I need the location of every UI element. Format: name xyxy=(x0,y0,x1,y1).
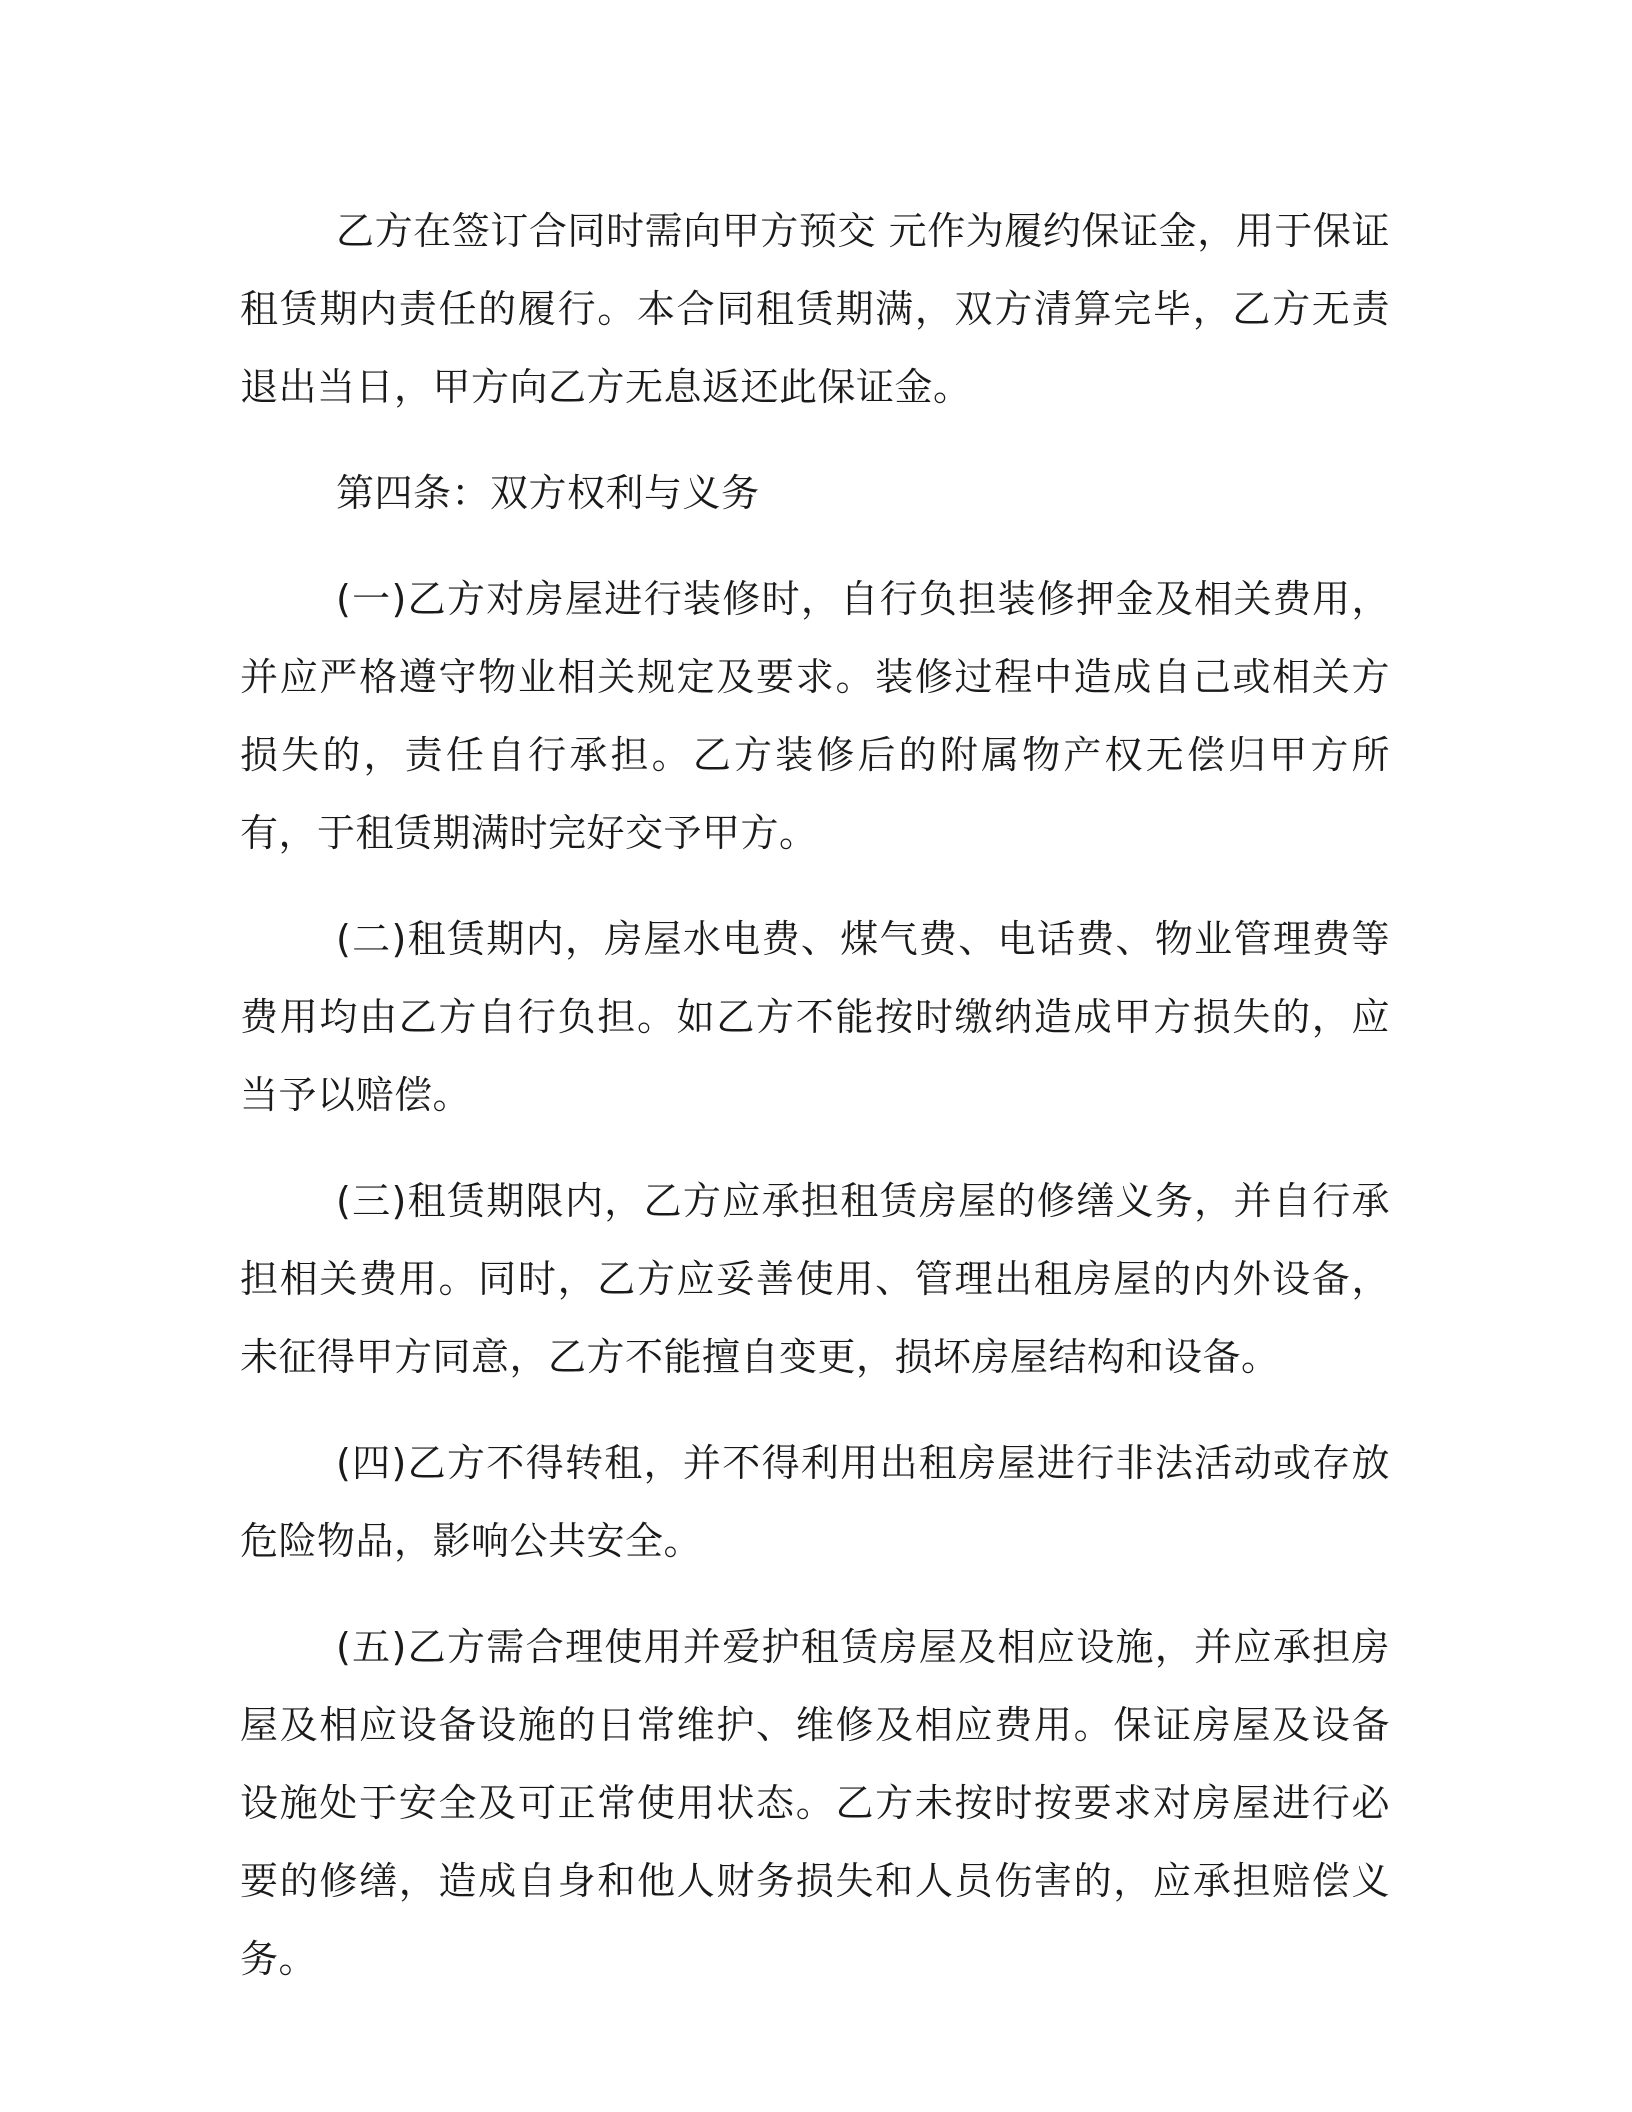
paragraph-deposit: 乙方在签订合同时需向甲方预交 元作为履约保证金，用于保证租赁期内责任的履行。本合同租赁期满，双方清算完毕，乙方无责退出当日，甲方向乙方无息返还此保证金。 xyxy=(240,209,1390,409)
section-heading-article-4: 第四条：双方权利与义务 xyxy=(336,471,760,515)
clause-5-maintenance: (五)乙方需合理使用并爱护租赁房屋及相应设施，并应承担房屋及相应设备设施的日常维护、维修及相应费用。保证房屋及设备设施处于安全及可正常使用状态。乙方未按时按要求对房屋进行必要的修缮，造成自身和他人财务损失和人员伤害的，应承担赔偿义务。 xyxy=(240,1625,1390,1981)
clause-4-subletting: (四)乙方不得转租，并不得利用出租房屋进行非法活动或存放危险物品，影响公共安全。 xyxy=(240,1441,1390,1563)
clause-2-utilities: (二)租赁期内，房屋水电费、煤气费、电话费、物业管理费等费用均由乙方自行负担。如乙方不能按时缴纳造成甲方损失的，应当予以赔偿。 xyxy=(240,917,1390,1117)
clause-1-renovation: (一)乙方对房屋进行装修时，自行负担装修押金及相关费用，并应严格遵守物业相关规定及要求。装修过程中造成自己或相关方损失的，责任自行承担。乙方装修后的附属物产权无偿归甲方所有，于租赁期满时完好交予甲方。 xyxy=(240,577,1390,855)
document-body xyxy=(240,192,1390,1998)
clause-3-repairs: (三)租赁期限内，乙方应承担租赁房屋的修缮义务，并自行承担相关费用。同时，乙方应妥善使用、管理出租房屋的内外设备，未征得甲方同意，乙方不能擅自变更，损坏房屋结构和设备。 xyxy=(240,1179,1390,1379)
